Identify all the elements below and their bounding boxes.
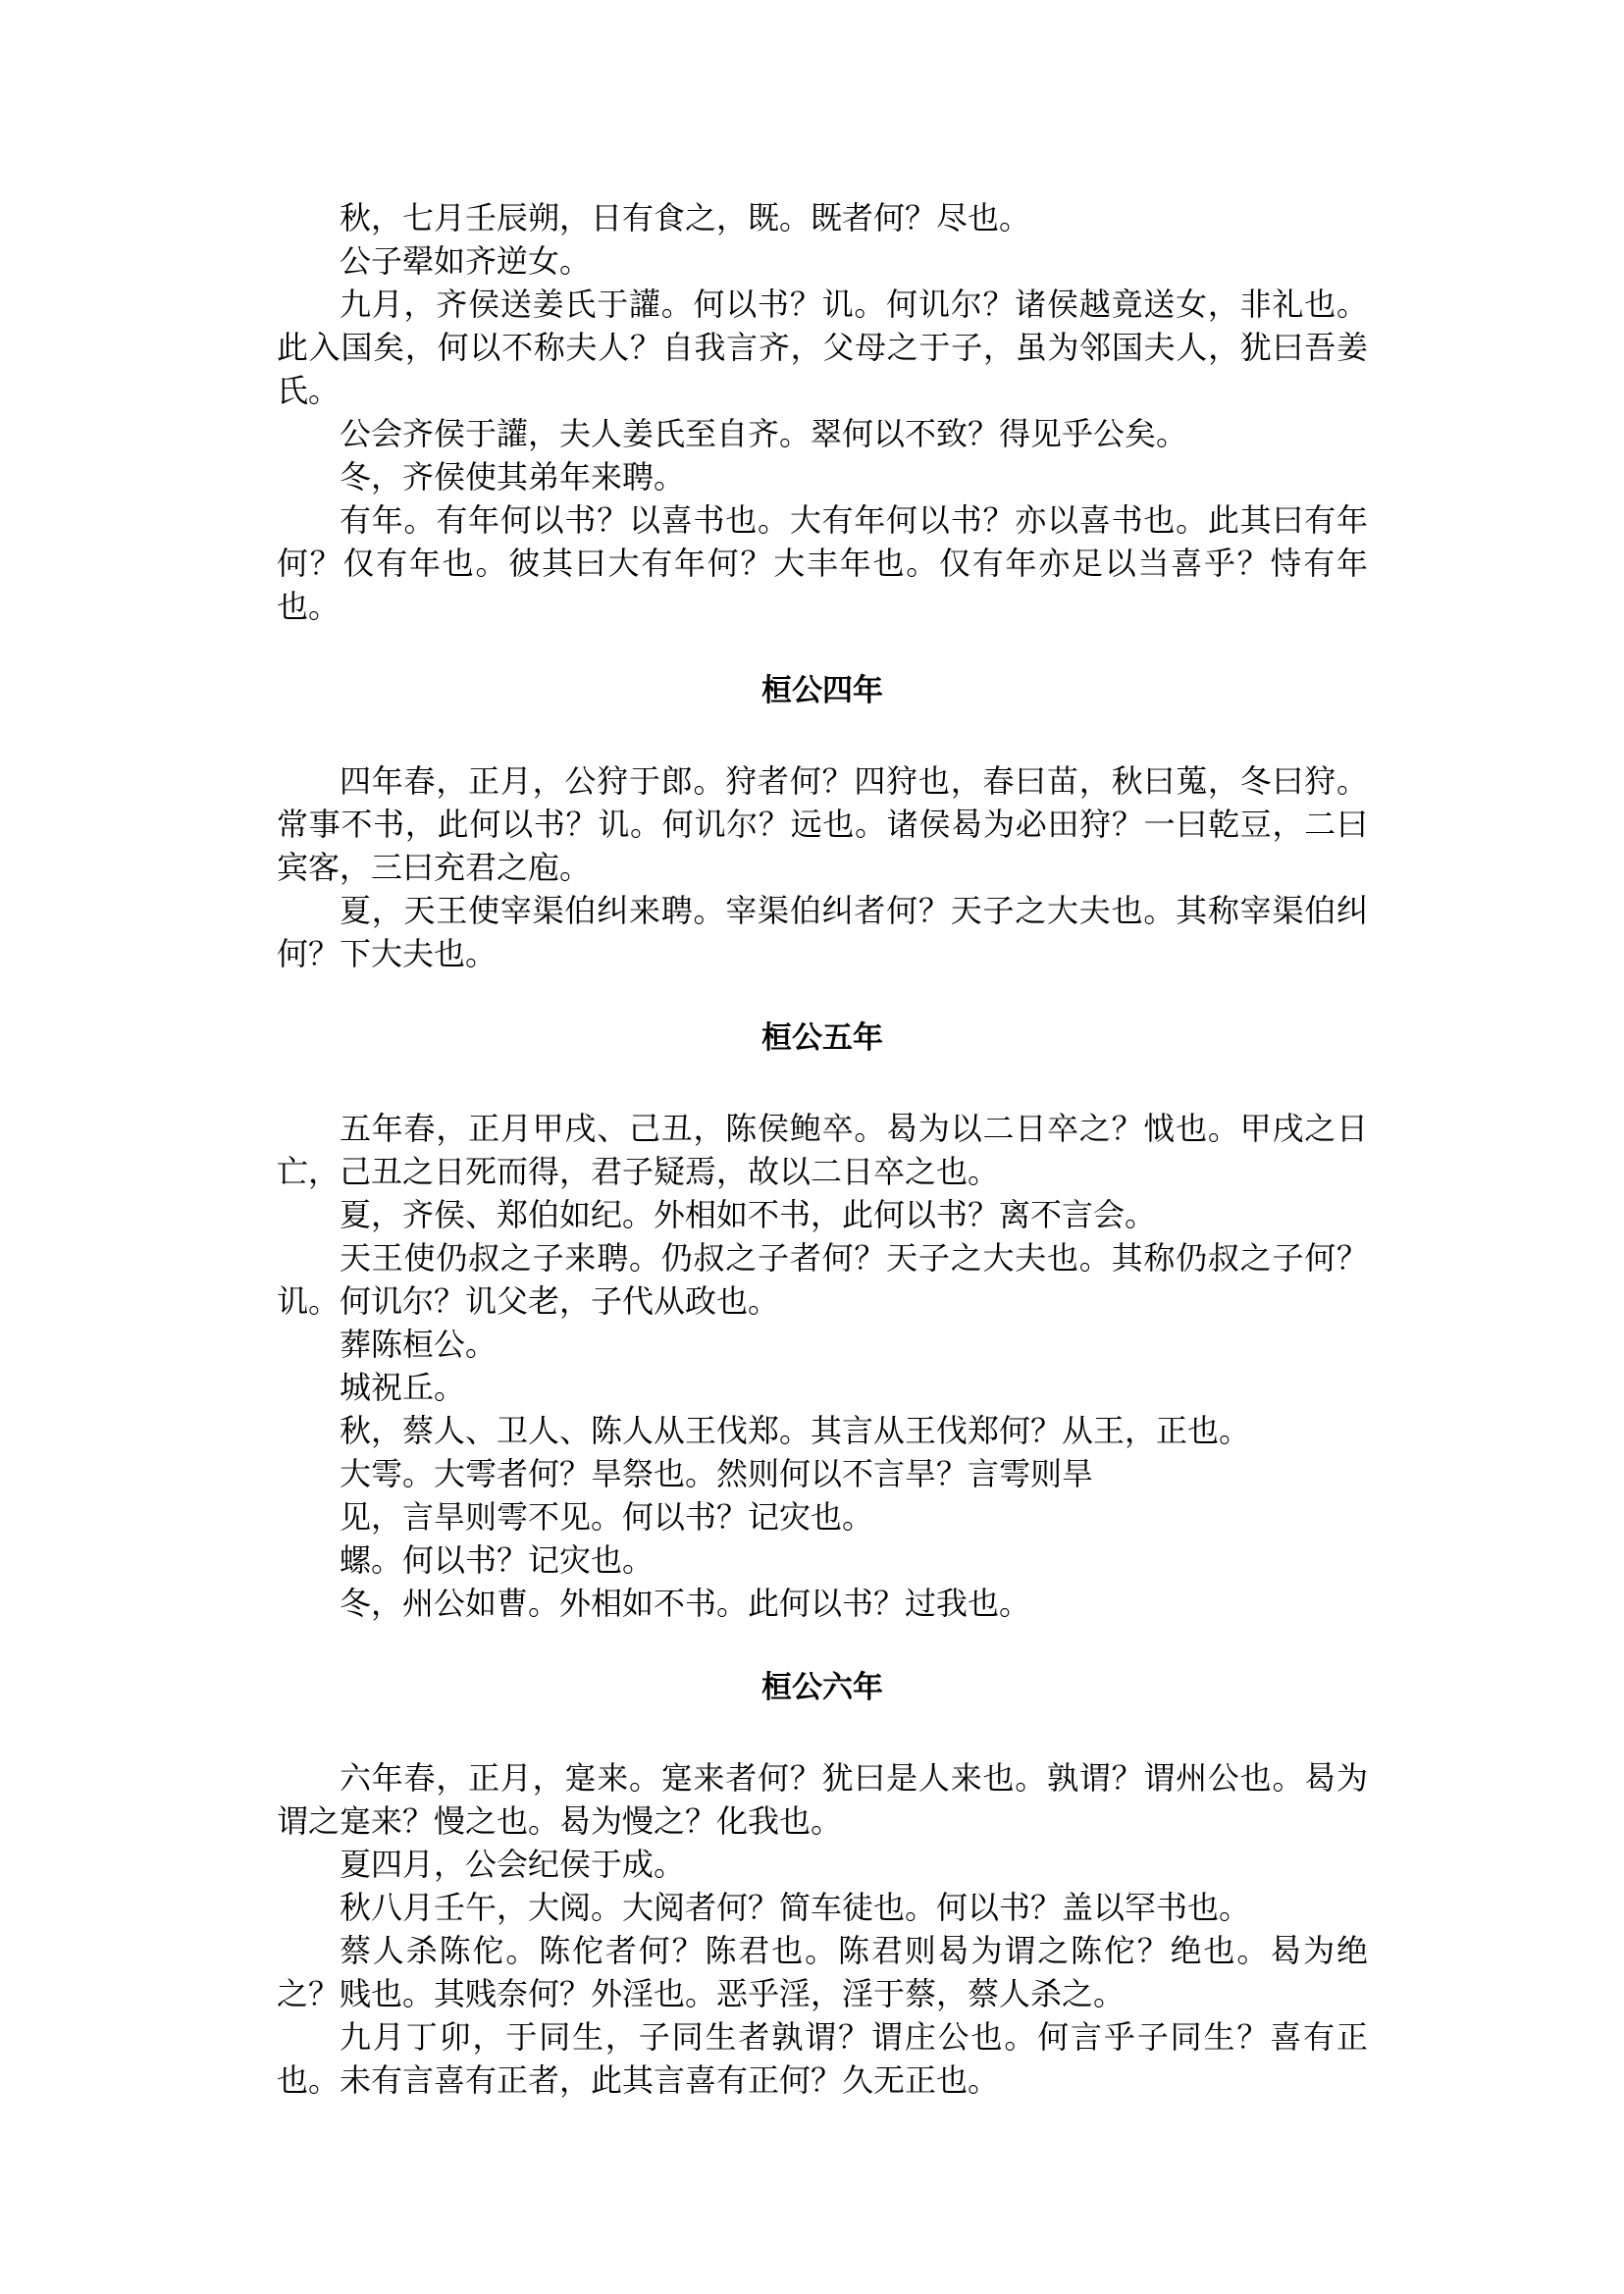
paragraph: 蔡人杀陈佗。陈佗者何？陈君也。陈君则曷为谓之陈佗？绝也。曷为绝之？贱也。其贱奈何？外淫也。恶乎淫，淫于蔡，蔡人杀之。 [277, 1932, 1368, 2012]
paragraph: 秋八月壬午，大阅。大阅者何？简车徒也。何以书？盖以罕书也。 [340, 1889, 1251, 1926]
paragraph: 葬陈桓公。 [340, 1326, 498, 1363]
paragraph: 夏，天王使宰渠伯纠来聘。宰渠伯纠者何？天子之大夫也。其称宰渠伯纠何？下大夫也。 [277, 892, 1368, 972]
paragraph: 冬，齐侯使其弟年来聘。 [340, 458, 686, 495]
paragraph: 六年春，正月，寔来。寔来者何？犹曰是人来也。孰谓？谓州公也。曷为谓之寔来？慢之也。曷为慢之？化我也。 [277, 1759, 1368, 1840]
document-page [277, 196, 1368, 2102]
paragraph: 秋，蔡人、卫人、陈人从王伐郑。其言从王伐郑何？从王，正也。 [340, 1412, 1251, 1449]
paragraph: 螺。何以书？记灾也。 [340, 1541, 655, 1579]
paragraph: 夏四月，公会纪侯于成。 [340, 1846, 686, 1883]
paragraph: 公子翚如齐逆女。 [340, 242, 592, 280]
section-heading: 桓公六年 [761, 1670, 883, 1705]
paragraph: 有年。有年何以书？以喜书也。大有年何以书？亦以喜书也。此其曰有年何？仅有年也。彼其曰大有年何？大丰年也。仅有年亦足以当喜乎？恃有年也。 [277, 501, 1368, 625]
paragraph: 九月，齐侯送姜氏于讙。何以书？讥。何讥尔？诸侯越竟送女，非礼也。此入国矣，何以不称夫人？自我言齐，父母之于子，虽为邻国夫人，犹曰吾姜氏。 [277, 286, 1368, 409]
paragraph: 大雩。大雩者何？旱祭也。然则何以不言旱？言雩则旱 [340, 1455, 1094, 1492]
paragraph: 冬，州公如曹。外相如不书。此何以书？过我也。 [340, 1585, 1031, 1622]
paragraph: 夏，齐侯、郑伯如纪。外相如不书，此何以书？离不言会。 [340, 1196, 1157, 1233]
section-heading: 桓公四年 [761, 673, 883, 708]
paragraph: 四年春，正月，公狩于郎。狩者何？四狩也，春曰苗，秋曰蒐，冬曰狩。常事不书，此何以书？讥。何讥尔？远也。诸侯曷为必田狩？一曰乾豆，二曰宾客，三曰充君之庖。 [277, 762, 1368, 886]
paragraph: 城祝丘。 [340, 1369, 466, 1406]
section-heading: 桓公五年 [761, 1020, 883, 1056]
paragraph: 天王使仍叔之子来聘。仍叔之子者何？天子之大夫也。其称仍叔之子何？讥。何讥尔？讥父老，子代从政也。 [277, 1239, 1368, 1320]
paragraph: 秋，七月壬辰朔，日有食之，既。既者何？尽也。 [340, 199, 1031, 236]
paragraph: 五年春，正月甲戌、己丑，陈侯鲍卒。曷为以二日卒之？怴也。甲戌之日亡，己丑之日死而得，君子疑焉，故以二日卒之也。 [277, 1110, 1368, 1190]
paragraph: 九月丁卯，于同生，子同生者孰谓？谓庄公也。何言乎子同生？喜有正也。未有言喜有正者，此其言喜有正何？久无正也。 [277, 2018, 1368, 2099]
paragraph: 公会齐侯于讙，夫人姜氏至自齐。翠何以不致？得见乎公矣。 [340, 415, 1188, 452]
paragraph: 见，言旱则雩不见。何以书？记灾也。 [340, 1498, 874, 1536]
